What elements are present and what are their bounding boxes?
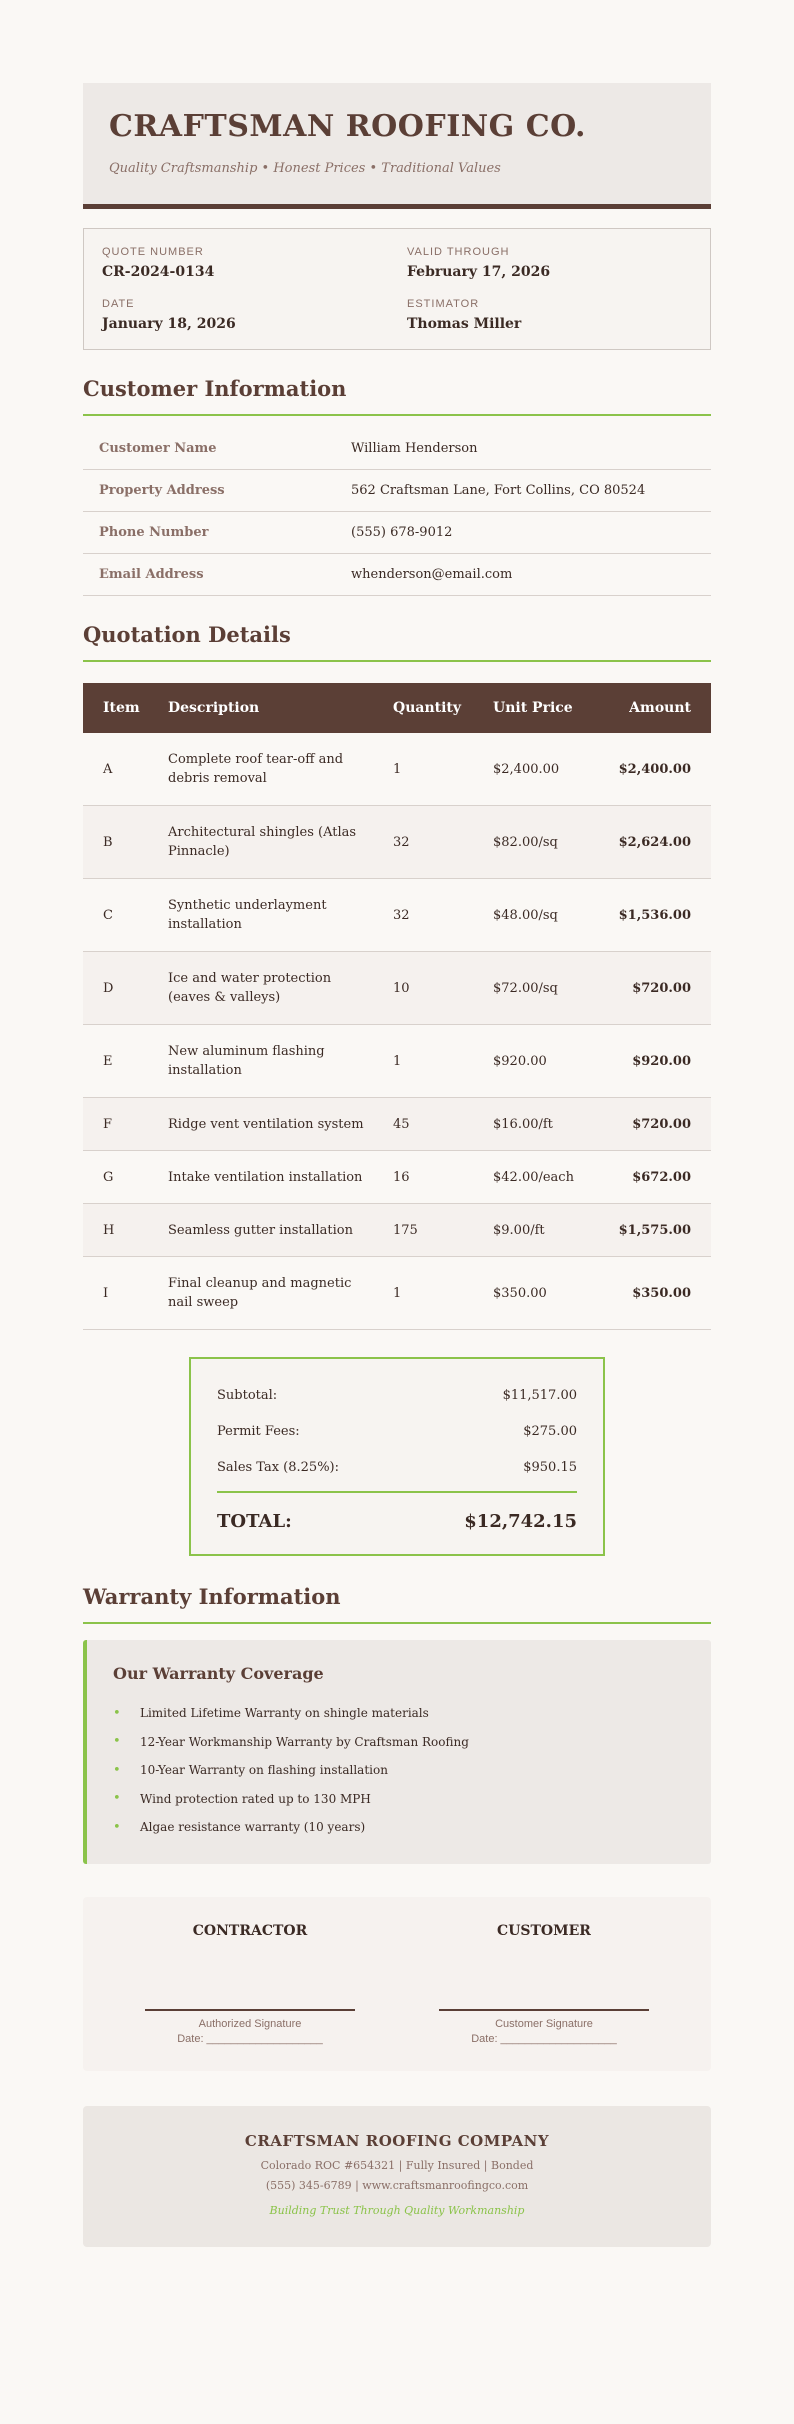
quotation-table [83,683,711,1330]
table-row [83,1025,711,1098]
valid-through-value: February 17, 2026 [407,264,551,280]
document-footer [83,2106,711,2247]
warranty-text: Limited Lifetime Warranty on shingle materials [140,1706,429,1721]
item-code: B [83,806,156,879]
date-label: DATE [102,298,135,310]
contractor-signature-block [145,1923,355,2045]
company-name: CRAFTSMAN ROOFING CO. [109,109,586,144]
table-row [83,806,711,879]
item-quantity: 16 [381,1151,481,1204]
bullet-icon: • [113,1791,121,1807]
item-description: Synthetic underlayment installation [156,879,381,952]
customer-signature-line[interactable] [439,2009,649,2011]
item-quantity: 45 [381,1098,481,1151]
table-row [83,1098,711,1151]
customer-label: Phone Number [83,512,335,554]
item-unit-price: $350.00 [481,1257,596,1330]
tax-row [217,1449,577,1485]
item-quantity: 10 [381,952,481,1025]
quote-number-label: QUOTE NUMBER [102,246,204,258]
warranty-text: 12-Year Workmanship Warranty by Craftsman Roofing [140,1734,469,1749]
item-description: Complete roof tear-off and debris removal [156,733,381,806]
item-quantity: 175 [381,1204,481,1257]
quotation-header-row [83,683,711,733]
item-quantity: 1 [381,733,481,806]
item-description: Ridge vent ventilation system [156,1098,381,1151]
item-unit-price: $2,400.00 [481,733,596,806]
item-description: Ice and water protection (eaves & valleys) [156,952,381,1025]
valid-through-label: VALID THROUGH [407,246,510,258]
warranty-text: Wind protection rated up to 130 MPH [140,1791,371,1806]
item-amount: $2,400.00 [596,733,711,806]
customer-label: Customer Name [83,428,335,470]
item-amount: $672.00 [596,1151,711,1204]
item-code: C [83,879,156,952]
customer-value: 562 Craftsman Lane, Fort Collins, CO 80524 [335,470,711,512]
item-amount: $720.00 [596,1098,711,1151]
item-description: Final cleanup and magnetic nail sweep [156,1257,381,1330]
valid-through-block [407,246,692,280]
item-amount: $1,536.00 [596,879,711,952]
contractor-date-line: Date: ___________________ [177,2032,323,2045]
warranty-text: 10-Year Warranty on flashing installation [140,1763,388,1778]
subtotal-label: Subtotal: [217,1387,278,1403]
permit-value: $275.00 [523,1423,577,1439]
item-code: E [83,1025,156,1098]
col-header-description: Description [156,683,381,733]
contractor-signature-caption: Authorized Signature [198,2017,302,2030]
item-amount: $1,575.00 [596,1204,711,1257]
signature-section [83,1897,711,2071]
customer-signature-block [439,1923,649,2045]
list-item [113,1699,685,1728]
bullet-icon: • [113,1734,121,1750]
bullet-icon: • [113,1705,121,1721]
company-tagline: Quality Craftsmanship • Honest Prices • Traditional Values [109,161,501,176]
estimator-block [407,298,692,332]
subtotal-value: $11,517.00 [502,1387,577,1403]
item-code: I [83,1257,156,1330]
item-description: Architectural shingles (Atlas Pinnacle) [156,806,381,879]
quote-number-block [102,246,387,280]
estimator-value: Thomas Miller [407,316,522,332]
item-code: G [83,1151,156,1204]
col-header-unit-price: Unit Price [481,683,596,733]
quote-info-box [83,228,711,350]
estimator-label: ESTIMATOR [407,298,480,310]
quote-number-value: CR-2024-0134 [102,264,215,280]
total-value: $12,742.15 [464,1511,577,1532]
totals-divider [217,1491,577,1493]
table-row [83,879,711,952]
customer-value: whenderson@email.com [335,554,711,596]
item-code: D [83,952,156,1025]
table-row [83,1151,711,1204]
customer-section-title: Customer Information [83,376,711,416]
customer-table [83,428,711,596]
bullet-icon: • [113,1762,121,1778]
table-row [83,952,711,1025]
list-item [113,1728,685,1757]
item-unit-price: $16.00/ft [481,1098,596,1151]
item-description: New aluminum flashing installation [156,1025,381,1098]
item-description: Intake ventilation installation [156,1151,381,1204]
footer-contact-line: (555) 345-6789 | www.craftsmanroofingco.com [265,2178,529,2192]
customer-date-line: Date: ___________________ [471,2032,617,2045]
item-amount: $720.00 [596,952,711,1025]
item-amount: $350.00 [596,1257,711,1330]
permit-row [217,1413,577,1449]
item-unit-price: $920.00 [481,1025,596,1098]
warranty-section-title: Warranty Information [83,1584,711,1624]
footer-license-line: Colorado ROC #654321 | Fully Insured | Bonded [260,2158,534,2172]
date-block [102,298,387,332]
contractor-title: CONTRACTOR [192,1922,308,1939]
contractor-signature-line[interactable] [145,2009,355,2011]
tax-value: $950.15 [523,1459,577,1475]
quotation-section-title: Quotation Details [83,622,711,662]
quote-document [83,0,711,2247]
item-code: A [83,733,156,806]
table-row [83,1204,711,1257]
total-label: TOTAL: [217,1511,292,1532]
customer-row [83,554,711,596]
item-amount: $920.00 [596,1025,711,1098]
customer-label: Email Address [83,554,335,596]
item-quantity: 32 [381,879,481,952]
warranty-box [83,1640,711,1864]
item-description: Seamless gutter installation [156,1204,381,1257]
tax-label: Sales Tax (8.25%): [217,1459,340,1475]
footer-company-name: CRAFTSMAN ROOFING COMPANY [244,2131,550,2150]
footer-slogan: Building Trust Through Quality Workmanship [269,2203,525,2217]
subtotal-row [217,1377,577,1413]
customer-row [83,512,711,554]
customer-signature-caption: Customer Signature [495,2017,593,2030]
document-header [83,83,711,209]
item-code: F [83,1098,156,1151]
customer-label: Property Address [83,470,335,512]
col-header-quantity: Quantity [381,683,481,733]
customer-value: (555) 678-9012 [335,512,711,554]
customer-value: William Henderson [335,428,711,470]
list-item [113,1756,685,1785]
customer-row [83,470,711,512]
table-row [83,1257,711,1330]
date-value: January 18, 2026 [102,316,236,332]
item-amount: $2,624.00 [596,806,711,879]
item-unit-price: $72.00/sq [481,952,596,1025]
customer-row [83,428,711,470]
item-quantity: 1 [381,1025,481,1098]
warranty-list [113,1699,685,1842]
item-unit-price: $9.00/ft [481,1204,596,1257]
item-unit-price: $48.00/sq [481,879,596,952]
item-code: H [83,1204,156,1257]
list-item [113,1813,685,1842]
item-quantity: 1 [381,1257,481,1330]
table-row [83,733,711,806]
item-quantity: 32 [381,806,481,879]
grand-total-row [217,1511,577,1532]
bullet-icon: • [113,1819,121,1835]
item-unit-price: $42.00/each [481,1151,596,1204]
col-header-amount: Amount [596,683,711,733]
item-unit-price: $82.00/sq [481,806,596,879]
permit-label: Permit Fees: [217,1423,300,1439]
totals-box [189,1357,605,1556]
list-item [113,1785,685,1814]
warranty-heading: Our Warranty Coverage [113,1664,324,1683]
customer-title: CUSTOMER [497,1922,591,1939]
warranty-text: Algae resistance warranty (10 years) [140,1820,366,1835]
col-header-item: Item [83,683,156,733]
